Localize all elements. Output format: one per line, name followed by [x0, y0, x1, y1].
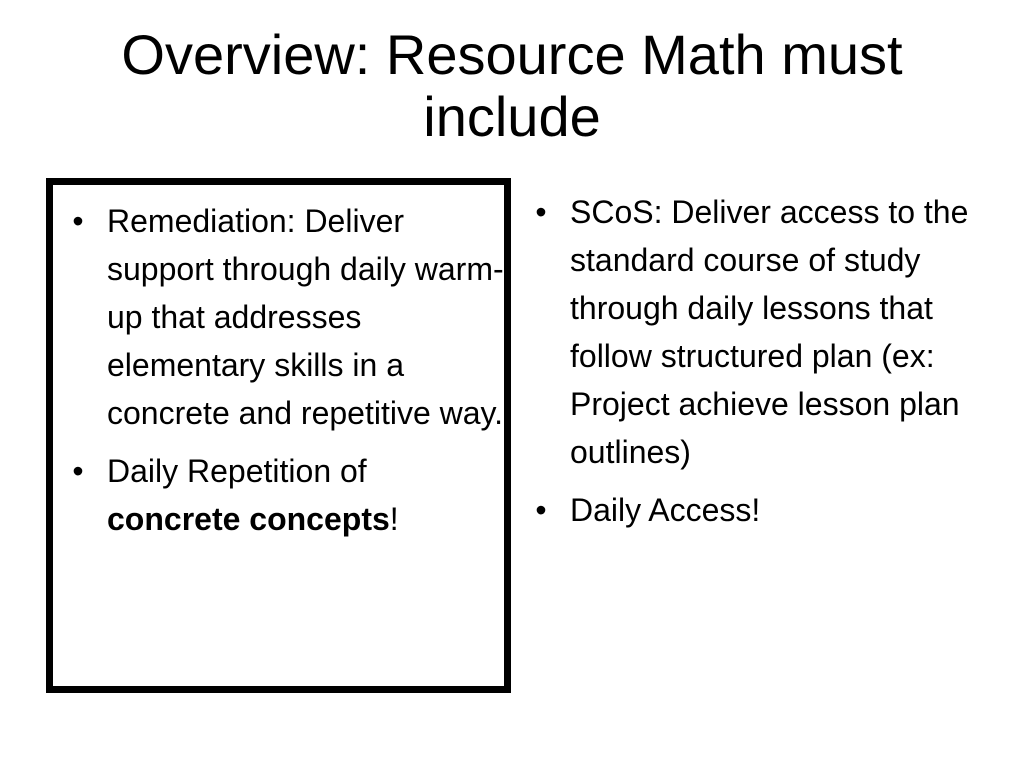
remediation-bullet-list: [53, 197, 504, 553]
slide-title: Overview: Resource Math must include: [121, 23, 903, 148]
bullet-item-scos: [516, 188, 976, 476]
bullet-item-daily-repetition: [53, 447, 504, 543]
bullet-text-prefix: Daily Repetition of: [107, 453, 367, 489]
bullet-icon: •: [72, 453, 84, 489]
remediation-box: [46, 178, 511, 693]
bullet-text: Daily Access!: [570, 492, 761, 528]
bullet-text-emphasis: concrete concepts: [107, 501, 390, 537]
bullet-icon: •: [72, 203, 84, 239]
bullet-item-daily-access: [516, 486, 976, 534]
bullet-icon: •: [535, 194, 547, 230]
bullet-text: SCoS: Deliver access to the standard course of study through daily lessons that follow structured plan (ex: Project achieve lesson plan outlines): [570, 194, 969, 470]
bullet-text: Remediation: Deliver support through daily warm-up that addresses elementary skills in a concrete and repetitive way.: [107, 203, 504, 431]
bullet-item-remediation: [53, 197, 504, 437]
bullet-text-suffix: !: [389, 501, 399, 537]
bullet-icon: •: [535, 492, 547, 528]
scos-bullet-list: [516, 188, 976, 544]
